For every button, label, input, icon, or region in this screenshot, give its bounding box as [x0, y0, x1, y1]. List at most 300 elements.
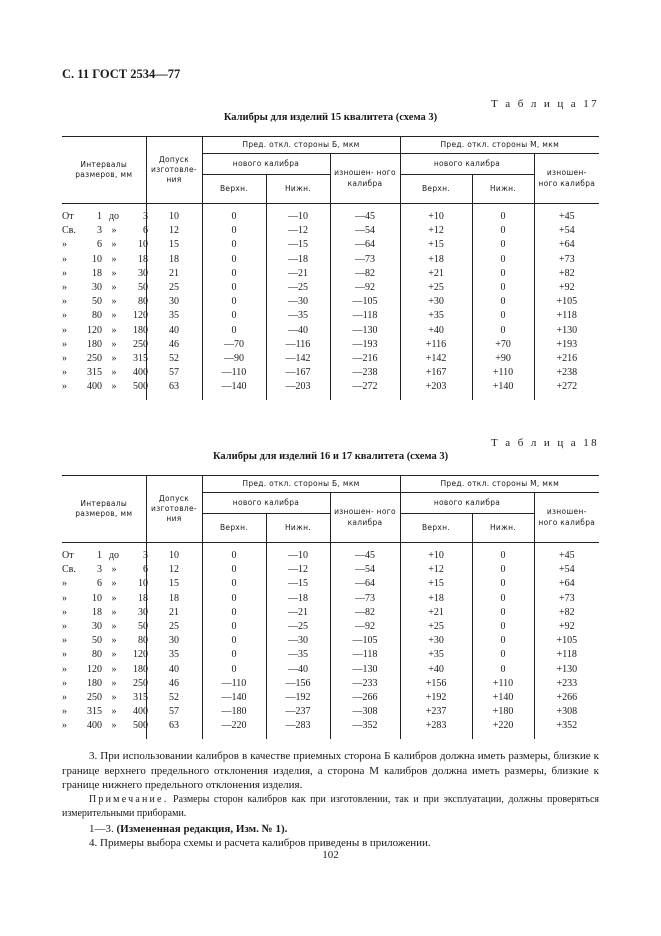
b-upper-cell: —90 [202, 352, 266, 366]
b-upper-cell: 0 [202, 663, 266, 677]
m-upper-cell: +35 [400, 309, 472, 323]
interval-part-b: 50 [92, 296, 102, 308]
header-side-b: Пред. откл. стороны Б, мкм [202, 137, 400, 154]
b-lower-cell: —15 [266, 238, 330, 252]
m-upper-cell: +21 [400, 606, 472, 620]
m-worn-cell: +54 [534, 563, 599, 577]
header-upper-b: Верхн. [202, 514, 266, 543]
interval-part-d: 180 [133, 663, 148, 675]
interval-part-d: 180 [133, 324, 148, 336]
b-upper-cell: —140 [202, 691, 266, 705]
header-interval: Интервалы размеров, мм [62, 476, 146, 543]
interval-part-c: » [111, 621, 117, 633]
interval-part-b: 10 [92, 253, 102, 265]
interval-part-d: 3 [143, 211, 148, 223]
b-upper-cell: 0 [202, 620, 266, 634]
b-upper-cell: 0 [202, 267, 266, 281]
table-row [62, 338, 599, 352]
tolerance-cell: 30 [146, 295, 202, 309]
header-upper-m: Верхн. [400, 175, 472, 204]
interval-cell [62, 352, 146, 366]
table-row [62, 324, 599, 338]
interval-cell [62, 592, 146, 606]
interval-part-c: » [111, 282, 117, 294]
b-worn-cell: —92 [330, 281, 400, 295]
interval-part-b: 1 [97, 211, 102, 223]
interval-part-c: » [111, 225, 117, 237]
m-upper-cell: +237 [400, 705, 472, 719]
m-upper-cell: +15 [400, 577, 472, 591]
header-new-m: нового калибра [400, 493, 534, 514]
edit-note-prefix: 1—3. [89, 822, 117, 835]
m-lower-cell: +180 [472, 705, 534, 719]
header-new-b: нового калибра [202, 493, 330, 514]
page-header: С. 11 ГОСТ 2534—77 [62, 67, 181, 81]
interval-cell [62, 705, 146, 719]
m-upper-cell: +40 [400, 324, 472, 338]
m-lower-cell: 0 [472, 606, 534, 620]
b-lower-cell: —237 [266, 705, 330, 719]
m-lower-cell: 0 [472, 267, 534, 281]
b-lower-cell: —18 [266, 253, 330, 267]
interval-part-a: » [62, 663, 67, 675]
interval-part-c: » [111, 663, 117, 675]
header-interval: Интервалы размеров, мм [62, 137, 146, 204]
interval-part-c: » [111, 338, 117, 350]
note-paragraph-4: 4. Примеры выбора схемы и расчета калибров приведены в приложении. [89, 837, 431, 849]
interval-cell [62, 677, 146, 691]
interval-part-d: 500 [133, 720, 148, 732]
m-upper-cell: +21 [400, 267, 472, 281]
m-worn-cell: +64 [534, 577, 599, 591]
b-worn-cell: —130 [330, 324, 400, 338]
note-remark-label: Примечание. [89, 793, 169, 805]
b-worn-cell: —45 [330, 543, 400, 564]
interval-part-a: » [62, 352, 67, 364]
header-tolerance: Допуск изготовле- ния [146, 137, 202, 204]
interval-part-d: 120 [133, 649, 148, 661]
interval-part-c: » [111, 564, 117, 576]
tolerance-cell: 40 [146, 324, 202, 338]
m-upper-cell: +25 [400, 281, 472, 295]
interval-part-d: 80 [138, 635, 148, 647]
table-row [62, 648, 599, 662]
interval-part-c: » [111, 720, 117, 732]
m-upper-cell: +116 [400, 338, 472, 352]
tolerance-cell: 12 [146, 224, 202, 238]
tolerance-cell: 52 [146, 352, 202, 366]
b-worn-cell: —73 [330, 592, 400, 606]
interval-part-c: » [111, 578, 117, 590]
interval-cell [62, 634, 146, 648]
interval-part-c: » [111, 239, 117, 251]
m-lower-cell: +90 [472, 352, 534, 366]
note-paragraph-3: 3. При использовании калибров в качестве приемных сторона Б калибров должна иметь размеры, близкие к границе верхнего предельного отклонения изделия, а сторона М калибров должна иметь размеры, близкие к границе нижнего предельного отклонения изделия. [62, 750, 599, 791]
tolerance-cell: 10 [146, 204, 202, 225]
m-worn-cell: +130 [534, 324, 599, 338]
b-upper-cell: —110 [202, 366, 266, 380]
m-upper-cell: +30 [400, 634, 472, 648]
b-worn-cell: —92 [330, 620, 400, 634]
interval-part-d: 250 [133, 677, 148, 689]
interval-cell [62, 295, 146, 309]
table-row [62, 380, 599, 400]
b-lower-cell: —21 [266, 267, 330, 281]
page-number: 102 [322, 849, 339, 861]
m-upper-cell: +283 [400, 719, 472, 739]
m-worn-cell: +92 [534, 281, 599, 295]
interval-cell [62, 204, 146, 225]
b-worn-cell: —45 [330, 204, 400, 225]
header-upper-m: Верхн. [400, 514, 472, 543]
interval-part-d: 18 [138, 253, 148, 265]
interval-part-c: » [111, 253, 117, 265]
tolerance-cell: 63 [146, 380, 202, 400]
notes-block [62, 749, 599, 851]
table-17-number: Т а б л и ц а 17 [491, 98, 599, 110]
interval-part-a: » [62, 691, 67, 703]
b-upper-cell: 0 [202, 606, 266, 620]
table-row [62, 253, 599, 267]
interval-cell [62, 380, 146, 400]
m-worn-cell: +352 [534, 719, 599, 739]
interval-part-a: » [62, 381, 67, 393]
header-new-m: нового калибра [400, 154, 534, 175]
b-upper-cell: 0 [202, 224, 266, 238]
b-lower-cell: —30 [266, 634, 330, 648]
m-worn-cell: +45 [534, 543, 599, 564]
b-lower-cell: —203 [266, 380, 330, 400]
m-lower-cell: 0 [472, 295, 534, 309]
table-row [62, 295, 599, 309]
m-upper-cell: +30 [400, 295, 472, 309]
b-lower-cell: —116 [266, 338, 330, 352]
interval-part-b: 120 [87, 324, 102, 336]
b-worn-cell: —54 [330, 224, 400, 238]
interval-part-b: 3 [97, 564, 102, 576]
interval-part-a: » [62, 649, 67, 661]
interval-cell [62, 267, 146, 281]
m-worn-cell: +45 [534, 204, 599, 225]
m-upper-cell: +18 [400, 253, 472, 267]
header-side-b: Пред. откл. стороны Б, мкм [202, 476, 400, 493]
b-lower-cell: —40 [266, 324, 330, 338]
table-row [62, 705, 599, 719]
b-lower-cell: —12 [266, 224, 330, 238]
interval-part-b: 6 [97, 578, 102, 590]
b-worn-cell: —216 [330, 352, 400, 366]
interval-part-c: » [111, 592, 117, 604]
interval-part-a: » [62, 267, 67, 279]
b-worn-cell: —54 [330, 563, 400, 577]
interval-part-a: » [62, 592, 67, 604]
m-worn-cell: +64 [534, 238, 599, 252]
b-worn-cell: —73 [330, 253, 400, 267]
interval-part-d: 3 [143, 550, 148, 562]
m-lower-cell: 0 [472, 324, 534, 338]
b-lower-cell: —142 [266, 352, 330, 366]
interval-part-c: » [111, 635, 117, 647]
m-worn-cell: +73 [534, 592, 599, 606]
b-lower-cell: —35 [266, 309, 330, 323]
b-lower-cell: —30 [266, 295, 330, 309]
b-lower-cell: —156 [266, 677, 330, 691]
m-lower-cell: 0 [472, 634, 534, 648]
interval-part-c: » [111, 367, 117, 379]
interval-cell [62, 606, 146, 620]
interval-part-c: » [111, 324, 117, 336]
interval-part-c: до [108, 550, 120, 562]
b-lower-cell: —192 [266, 691, 330, 705]
interval-cell [62, 577, 146, 591]
table-row [62, 543, 599, 564]
m-worn-cell: +118 [534, 648, 599, 662]
table-row [62, 352, 599, 366]
tolerance-cell: 35 [146, 309, 202, 323]
m-lower-cell: 0 [472, 204, 534, 225]
interval-part-a: » [62, 282, 67, 294]
table-row [62, 677, 599, 691]
interval-part-d: 6 [143, 225, 148, 237]
tolerance-cell: 15 [146, 577, 202, 591]
tolerance-cell: 57 [146, 705, 202, 719]
table-row [62, 620, 599, 634]
m-upper-cell: +12 [400, 563, 472, 577]
interval-cell [62, 563, 146, 577]
m-lower-cell: 0 [472, 281, 534, 295]
m-worn-cell: +308 [534, 705, 599, 719]
b-upper-cell: 0 [202, 253, 266, 267]
b-worn-cell: —308 [330, 705, 400, 719]
table-row [62, 267, 599, 281]
b-upper-cell: 0 [202, 634, 266, 648]
b-worn-cell: —82 [330, 606, 400, 620]
interval-part-d: 10 [138, 578, 148, 590]
interval-part-a: От [62, 550, 74, 562]
m-worn-cell: +193 [534, 338, 599, 352]
b-worn-cell: —266 [330, 691, 400, 705]
interval-part-c: » [111, 606, 117, 618]
m-worn-cell: +266 [534, 691, 599, 705]
b-lower-cell: —10 [266, 543, 330, 564]
tolerance-cell: 10 [146, 543, 202, 564]
tolerance-cell: 46 [146, 677, 202, 691]
m-upper-cell: +35 [400, 648, 472, 662]
interval-part-b: 180 [87, 338, 102, 350]
b-upper-cell: 0 [202, 648, 266, 662]
interval-part-c: » [111, 691, 117, 703]
b-worn-cell: —105 [330, 634, 400, 648]
tolerance-cell: 35 [146, 648, 202, 662]
interval-part-b: 30 [92, 621, 102, 633]
interval-part-c: » [111, 706, 117, 718]
note-remark-text: Размеры сторон калибров как при изготовлении, так и при эксплуатации, должны проверяться измерительными приборами. [62, 793, 599, 819]
b-upper-cell: —220 [202, 719, 266, 739]
interval-part-a: » [62, 367, 67, 379]
m-lower-cell: +110 [472, 366, 534, 380]
b-lower-cell: —25 [266, 620, 330, 634]
m-lower-cell: +70 [472, 338, 534, 352]
interval-part-a: » [62, 324, 67, 336]
tolerance-cell: 25 [146, 620, 202, 634]
m-lower-cell: 0 [472, 309, 534, 323]
header-lower-m: Нижн. [472, 175, 534, 204]
interval-part-a: » [62, 706, 67, 718]
edit-note [62, 822, 599, 837]
b-upper-cell: 0 [202, 563, 266, 577]
interval-part-b: 250 [87, 691, 102, 703]
table-row [62, 224, 599, 238]
table-row [62, 634, 599, 648]
interval-part-d: 30 [138, 606, 148, 618]
interval-cell [62, 224, 146, 238]
table-row [62, 563, 599, 577]
interval-part-b: 1 [97, 550, 102, 562]
interval-part-c: » [111, 352, 117, 364]
tolerance-cell: 18 [146, 253, 202, 267]
m-worn-cell: +238 [534, 366, 599, 380]
interval-part-d: 50 [138, 621, 148, 633]
header-new-b: нового калибра [202, 154, 330, 175]
interval-part-d: 500 [133, 381, 148, 393]
b-lower-cell: —283 [266, 719, 330, 739]
b-lower-cell: —15 [266, 577, 330, 591]
interval-part-d: 250 [133, 338, 148, 350]
tolerance-cell: 12 [146, 563, 202, 577]
tolerance-cell: 63 [146, 719, 202, 739]
interval-part-a: » [62, 720, 67, 732]
b-lower-cell: —18 [266, 592, 330, 606]
b-upper-cell: 0 [202, 592, 266, 606]
note-remark [62, 793, 599, 822]
table-18 [62, 475, 599, 739]
tolerance-cell: 40 [146, 663, 202, 677]
m-worn-cell: +82 [534, 267, 599, 281]
m-lower-cell: +110 [472, 677, 534, 691]
table-17-title: Калибры для изделий 15 квалитета (схема 3) [223, 112, 438, 123]
interval-part-a: » [62, 310, 67, 322]
interval-part-c: до [108, 211, 120, 223]
interval-part-b: 315 [87, 367, 102, 379]
m-lower-cell: 0 [472, 543, 534, 564]
m-upper-cell: +10 [400, 204, 472, 225]
interval-part-d: 80 [138, 296, 148, 308]
m-worn-cell: +82 [534, 606, 599, 620]
interval-part-a: » [62, 338, 67, 350]
tolerance-cell: 57 [146, 366, 202, 380]
m-worn-cell: +105 [534, 295, 599, 309]
interval-part-d: 120 [133, 310, 148, 322]
m-lower-cell: 0 [472, 592, 534, 606]
tolerance-cell: 21 [146, 267, 202, 281]
interval-part-d: 10 [138, 239, 148, 251]
m-upper-cell: +18 [400, 592, 472, 606]
interval-part-d: 315 [133, 691, 148, 703]
table-body [62, 543, 599, 740]
interval-cell [62, 719, 146, 739]
b-upper-cell: 0 [202, 543, 266, 564]
m-worn-cell: +92 [534, 620, 599, 634]
interval-cell [62, 620, 146, 634]
interval-part-b: 400 [87, 720, 102, 732]
m-lower-cell: +220 [472, 719, 534, 739]
m-upper-cell: +142 [400, 352, 472, 366]
table-row [62, 592, 599, 606]
interval-part-a: » [62, 621, 67, 633]
m-lower-cell: 0 [472, 577, 534, 591]
b-lower-cell: —10 [266, 204, 330, 225]
table-row [62, 281, 599, 295]
b-lower-cell: —12 [266, 563, 330, 577]
m-worn-cell: +216 [534, 352, 599, 366]
b-worn-cell: —105 [330, 295, 400, 309]
header-worn-b: изношен- ного калибра [330, 493, 400, 543]
interval-part-a: Св. [62, 564, 76, 576]
interval-part-d: 50 [138, 282, 148, 294]
tolerance-cell: 46 [146, 338, 202, 352]
b-upper-cell: 0 [202, 295, 266, 309]
interval-part-d: 315 [133, 352, 148, 364]
interval-part-d: 18 [138, 592, 148, 604]
interval-cell [62, 691, 146, 705]
m-upper-cell: +192 [400, 691, 472, 705]
interval-part-a: » [62, 239, 67, 251]
interval-part-b: 3 [97, 225, 102, 237]
header-worn-m: изношен- ного калибра [534, 154, 599, 204]
b-worn-cell: —238 [330, 366, 400, 380]
m-lower-cell: 0 [472, 620, 534, 634]
interval-part-a: » [62, 296, 67, 308]
interval-part-b: 18 [92, 606, 102, 618]
b-worn-cell: —233 [330, 677, 400, 691]
interval-part-b: 250 [87, 352, 102, 364]
tolerance-cell: 15 [146, 238, 202, 252]
b-upper-cell: —110 [202, 677, 266, 691]
m-worn-cell: +54 [534, 224, 599, 238]
m-worn-cell: +105 [534, 634, 599, 648]
interval-part-c: » [111, 310, 117, 322]
m-upper-cell: +167 [400, 366, 472, 380]
interval-part-c: » [111, 649, 117, 661]
table-row [62, 606, 599, 620]
interval-part-c: » [111, 677, 117, 689]
interval-part-b: 18 [92, 267, 102, 279]
interval-cell [62, 338, 146, 352]
b-upper-cell: 0 [202, 204, 266, 225]
b-worn-cell: —130 [330, 663, 400, 677]
interval-part-d: 30 [138, 267, 148, 279]
interval-part-b: 30 [92, 282, 102, 294]
header-side-m: Пред. откл. стороны М, мкм [400, 137, 599, 154]
interval-part-b: 120 [87, 663, 102, 675]
m-worn-cell: +130 [534, 663, 599, 677]
interval-part-b: 10 [92, 592, 102, 604]
header-tolerance: Допуск изготовле- ния [146, 476, 202, 543]
b-upper-cell: —70 [202, 338, 266, 352]
interval-part-b: 50 [92, 635, 102, 647]
interval-part-b: 400 [87, 381, 102, 393]
m-upper-cell: +10 [400, 543, 472, 564]
table-row [62, 238, 599, 252]
m-worn-cell: +272 [534, 380, 599, 400]
m-lower-cell: 0 [472, 648, 534, 662]
interval-cell [62, 309, 146, 323]
tolerance-cell: 18 [146, 592, 202, 606]
table-row [62, 366, 599, 380]
interval-part-b: 180 [87, 677, 102, 689]
m-upper-cell: +203 [400, 380, 472, 400]
interval-part-a: Св. [62, 225, 76, 237]
